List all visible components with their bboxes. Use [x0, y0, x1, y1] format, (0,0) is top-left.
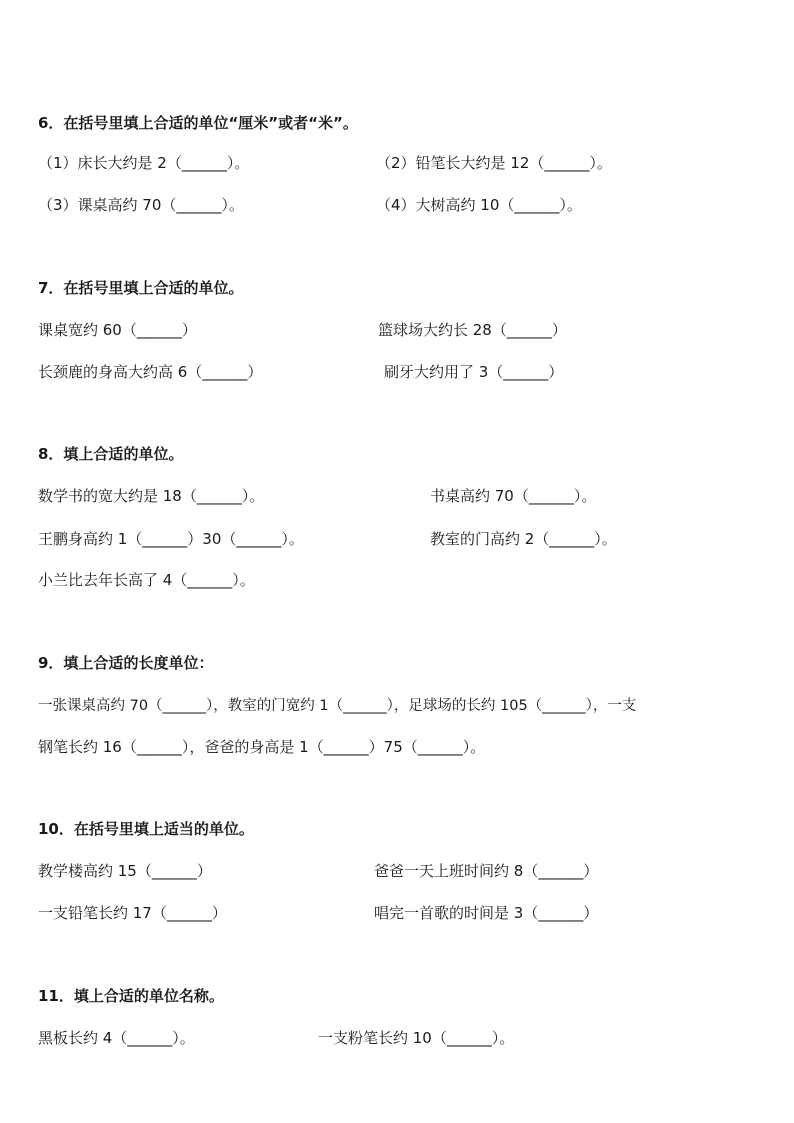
- question-8-item-1: 数学书的宽大约是 18（______）。: [38, 487, 265, 505]
- question-10-item-4: 唱完一首歌的时间是 3（______）: [374, 904, 599, 922]
- question-10-title: 10．在括号里填上适当的单位。: [38, 820, 254, 838]
- question-7-item-4: 刷牙大约用了 3（______）: [384, 363, 564, 381]
- question-10-item-3: 一支铅笔长约 17（______）: [38, 904, 227, 922]
- question-6-item-3: （3）课桌高约 70（______）。: [38, 196, 244, 214]
- question-7-item-3: 长颈鹿的身高大约高 6（______）: [38, 363, 263, 381]
- question-8-item-4: 教室的门高约 2（______）。: [430, 530, 617, 548]
- question-8-item-5: 小兰比去年长高了 4（______）。: [38, 571, 255, 589]
- question-11-title: 11．填上合适的单位名称。: [38, 987, 224, 1005]
- question-7-title: 7．在括号里填上合适的单位。: [38, 279, 244, 297]
- question-11-item-1: 黑板长约 4（______）。: [38, 1029, 195, 1047]
- question-7-item-1: 课桌宽约 60（______）: [38, 321, 197, 339]
- question-9-title: 9．填上合适的长度单位：: [38, 654, 214, 672]
- question-8-title: 8．填上合适的单位。: [38, 445, 184, 463]
- question-6-title: 6．在括号里填上合适的单位“厘米”或者“米”。: [38, 114, 358, 132]
- question-7-item-2: 篮球场大约长 28（______）: [378, 321, 567, 339]
- question-8-item-2: 书桌高约 70（______）。: [430, 487, 597, 505]
- question-8-item-3: 王鹏身高约 1（______）30（______）。: [38, 530, 304, 548]
- question-11-item-2: 一支粉笔长约 10（______）。: [318, 1029, 515, 1047]
- question-10-item-2: 爸爸一天上班时间约 8（______）: [374, 862, 599, 880]
- question-6-item-2: （2）铅笔长大约是 12（______）。: [376, 154, 612, 172]
- question-9-line-2: 钢笔长约 16（______），爸爸的身高是 1（______）75（______）。: [38, 738, 486, 756]
- question-6-item-4: （4）大树高约 10（______）。: [376, 196, 582, 214]
- question-10-item-1: 教学楼高约 15（______）: [38, 862, 212, 880]
- question-6-item-1: （1）床长大约是 2（______）。: [38, 154, 250, 172]
- question-9-line-1: 一张课桌高约 70（______），教室的门宽约 1（______），足球场的长约 105（______），一支: [38, 698, 637, 714]
